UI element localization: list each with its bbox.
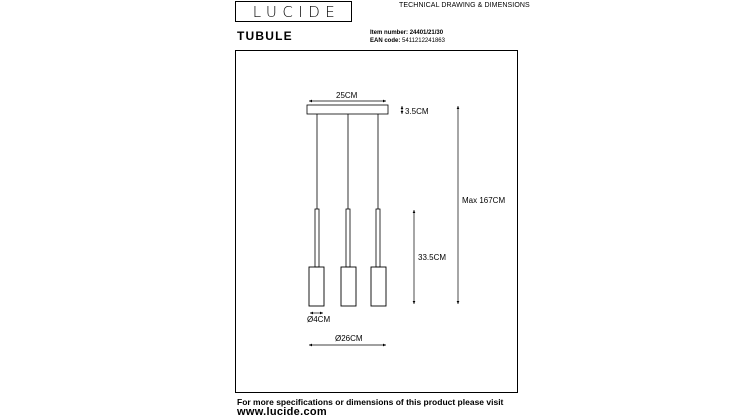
label-max-height: Max 167CM [462, 196, 506, 205]
footer-specs-text: For more specifications or dimensions of this product please visit [237, 397, 504, 407]
shade-middle [341, 267, 356, 306]
label-shade-diameter: Ø4CM [307, 315, 331, 324]
label-canopy-width: 25CM [336, 91, 358, 100]
product-name: TUBULE [237, 29, 293, 43]
shade-left [309, 267, 324, 306]
brand-logo-text: LUCIDE [252, 3, 341, 21]
rod-middle [346, 209, 350, 267]
item-number-label: Item number: [370, 30, 409, 36]
shade-right [371, 267, 386, 306]
rod-right [376, 209, 380, 267]
label-pendant-height: 33.5CM [418, 253, 447, 262]
label-canopy-height: 3.5CM [405, 107, 429, 116]
rod-left [315, 209, 319, 267]
document-type: TECHNICAL DRAWING & DIMENSIONS [399, 2, 530, 9]
ean-value: 5411212241863 [402, 38, 445, 44]
ean-label: EAN code: [370, 38, 401, 44]
item-number-value: 24401/21/30 [409, 30, 444, 36]
canopy [307, 105, 388, 114]
footer-website-link[interactable]: www.lucide.com [237, 406, 327, 418]
label-overall-diameter: Ø26CM [335, 334, 363, 343]
